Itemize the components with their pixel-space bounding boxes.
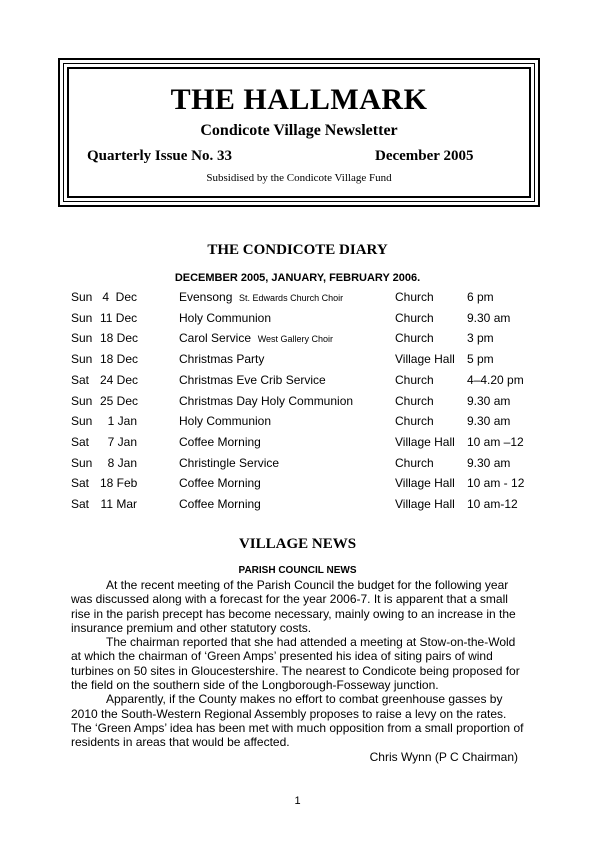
diary-venue: Church (395, 393, 434, 408)
diary-date: 11 Mar (100, 497, 137, 511)
diary-day: Sun (71, 393, 93, 408)
diary-event-name: Coffee Morning (179, 434, 261, 449)
diary-day: Sun (71, 331, 93, 346)
diary-day: Sat (71, 372, 90, 387)
diary-event-note: St. Edwards Church Choir (239, 293, 344, 303)
diary-event (179, 435, 261, 449)
diary-row (71, 373, 541, 393)
diary-title: THE CONDICOTE DIARY (207, 242, 388, 258)
diary-event-name: Christingle Service (179, 455, 280, 470)
diary-venue: Church (395, 290, 434, 304)
diary-row (71, 414, 541, 434)
news-paragraph: At the recent meeting of the Parish Council the budget for the following year was discussed along with a forecast for the year 2006-7. It is apparent that a small rise in the parish precept has become necessary, mainly owing to an increase in the insurance premium and other statutory costs. (71, 578, 516, 635)
diary-day: Sun (71, 455, 93, 470)
diary-row (71, 352, 541, 372)
masthead-border-mid (63, 63, 535, 202)
diary-time: 9.30 am (467, 393, 511, 408)
diary-day: Sun (71, 414, 93, 429)
diary-date: 4 Dec (102, 290, 137, 304)
diary-venue: Village Hall (395, 476, 455, 491)
diary-time: 10 am - 12 (467, 476, 525, 491)
diary-row (71, 290, 541, 310)
diary-time: 9.30 am (467, 455, 511, 470)
diary-day: Sat (71, 476, 90, 491)
diary-row (71, 476, 541, 496)
diary-venue: Village Hall (395, 434, 455, 449)
diary-time: 4–4.20 pm (467, 372, 524, 387)
page-number: 1 (294, 795, 301, 807)
diary-time: 3 pm (467, 331, 494, 346)
diary-date: 18 Dec (100, 331, 139, 346)
news-signature: Chris Wynn (P C Chairman) (369, 749, 518, 764)
diary-venue: Church (395, 414, 434, 429)
diary-date: 24 Dec (100, 372, 139, 387)
newsletter-title: THE HALLMARK (170, 83, 428, 116)
issue-date: December 2005 (375, 148, 474, 164)
diary-row (71, 435, 541, 455)
diary-date: 8 Jan (107, 455, 137, 470)
diary-period: DECEMBER 2005, JANUARY, FEBRUARY 2006. (174, 272, 421, 284)
diary-time: 10 am –12 (467, 434, 524, 449)
diary-day: Sat (71, 497, 90, 511)
news-section-heading: PARISH COUNCIL NEWS (238, 565, 357, 576)
diary-event (179, 394, 353, 408)
newsletter-subtitle: Condicote Village Newsletter (200, 122, 398, 139)
diary-event (179, 456, 279, 470)
diary-event-name: Christmas Eve Crib Service (179, 372, 326, 387)
diary-event-name: Coffee Morning (179, 476, 261, 491)
masthead-border-inner (67, 67, 531, 198)
diary-row (71, 497, 541, 517)
diary-time: 5 pm (467, 352, 494, 367)
diary-time: 9.30 am (467, 310, 511, 325)
diary-event-name: Carol Service (179, 331, 252, 346)
diary-event (179, 476, 261, 490)
diary-event (179, 373, 326, 387)
news-paragraph: The chairman reported that she had attended a meeting at Stow-on-the-Wold at which the chairman of ‘Green Amps’ presented his idea of siting pairs of wind turbines on 50 sites in Gloucestershire. The nearest to Condicote being proposed for the field on the southern side of the Longborough-Fosseway junction. (71, 635, 520, 693)
diary-row (71, 394, 541, 414)
diary-event-note: West Gallery Choir (257, 334, 334, 345)
diary-time: 9.30 am (467, 414, 511, 429)
issue-number: Quarterly Issue No. 33 (87, 148, 232, 164)
diary-venue: Village Hall (395, 497, 455, 511)
diary-date: 18 Feb (100, 476, 138, 491)
masthead-box (58, 58, 540, 207)
diary-venue: Church (395, 331, 434, 346)
diary-date: 1 Jan (107, 414, 137, 429)
diary-venue: Church (395, 310, 434, 325)
diary-event-name: Holy Communion (179, 310, 272, 325)
diary-event-name: Holy Communion (179, 414, 272, 429)
diary-time: 10 am-12 (467, 497, 518, 511)
funding-note: Subsidised by the Condicote Village Fund (206, 172, 392, 184)
diary-date: 25 Dec (100, 393, 139, 408)
news-title: VILLAGE NEWS (238, 536, 357, 552)
diary-event-name: Christmas Party (179, 352, 265, 367)
diary-event (179, 331, 333, 345)
diary-event (179, 290, 343, 304)
diary-venue: Church (395, 372, 434, 387)
diary-event-name: Christmas Day Holy Communion (179, 393, 354, 408)
diary-time: 6 pm (467, 290, 494, 304)
diary-row (71, 456, 541, 476)
diary-row (71, 331, 541, 351)
diary-day: Sun (71, 310, 93, 325)
diary-day: Sun (71, 290, 93, 304)
diary-event (179, 311, 271, 325)
diary-event (179, 352, 264, 366)
news-article (71, 578, 526, 764)
diary-event-name: Evensong (179, 290, 233, 304)
diary-row (71, 311, 541, 331)
diary-venue: Village Hall (395, 352, 455, 367)
diary-day: Sun (71, 352, 93, 367)
diary-event (179, 497, 261, 511)
diary-event-name: Coffee Morning (179, 497, 261, 511)
diary-venue: Church (395, 455, 434, 470)
diary-date: 11 Dec (100, 310, 138, 325)
diary-event (179, 414, 271, 428)
news-paragraph: Apparently, if the County makes no effort to combat greenhouse gasses by 2010 the South-Western Regional Assembly proposes to raise a levy on the rates. The ‘Green Amps’ idea has been met with much opposition from a small proportion of residents in areas that would be affected. (71, 692, 524, 750)
diary-day: Sat (71, 434, 90, 449)
diary-date: 18 Dec (100, 352, 139, 367)
diary-date: 7 Jan (107, 434, 137, 449)
